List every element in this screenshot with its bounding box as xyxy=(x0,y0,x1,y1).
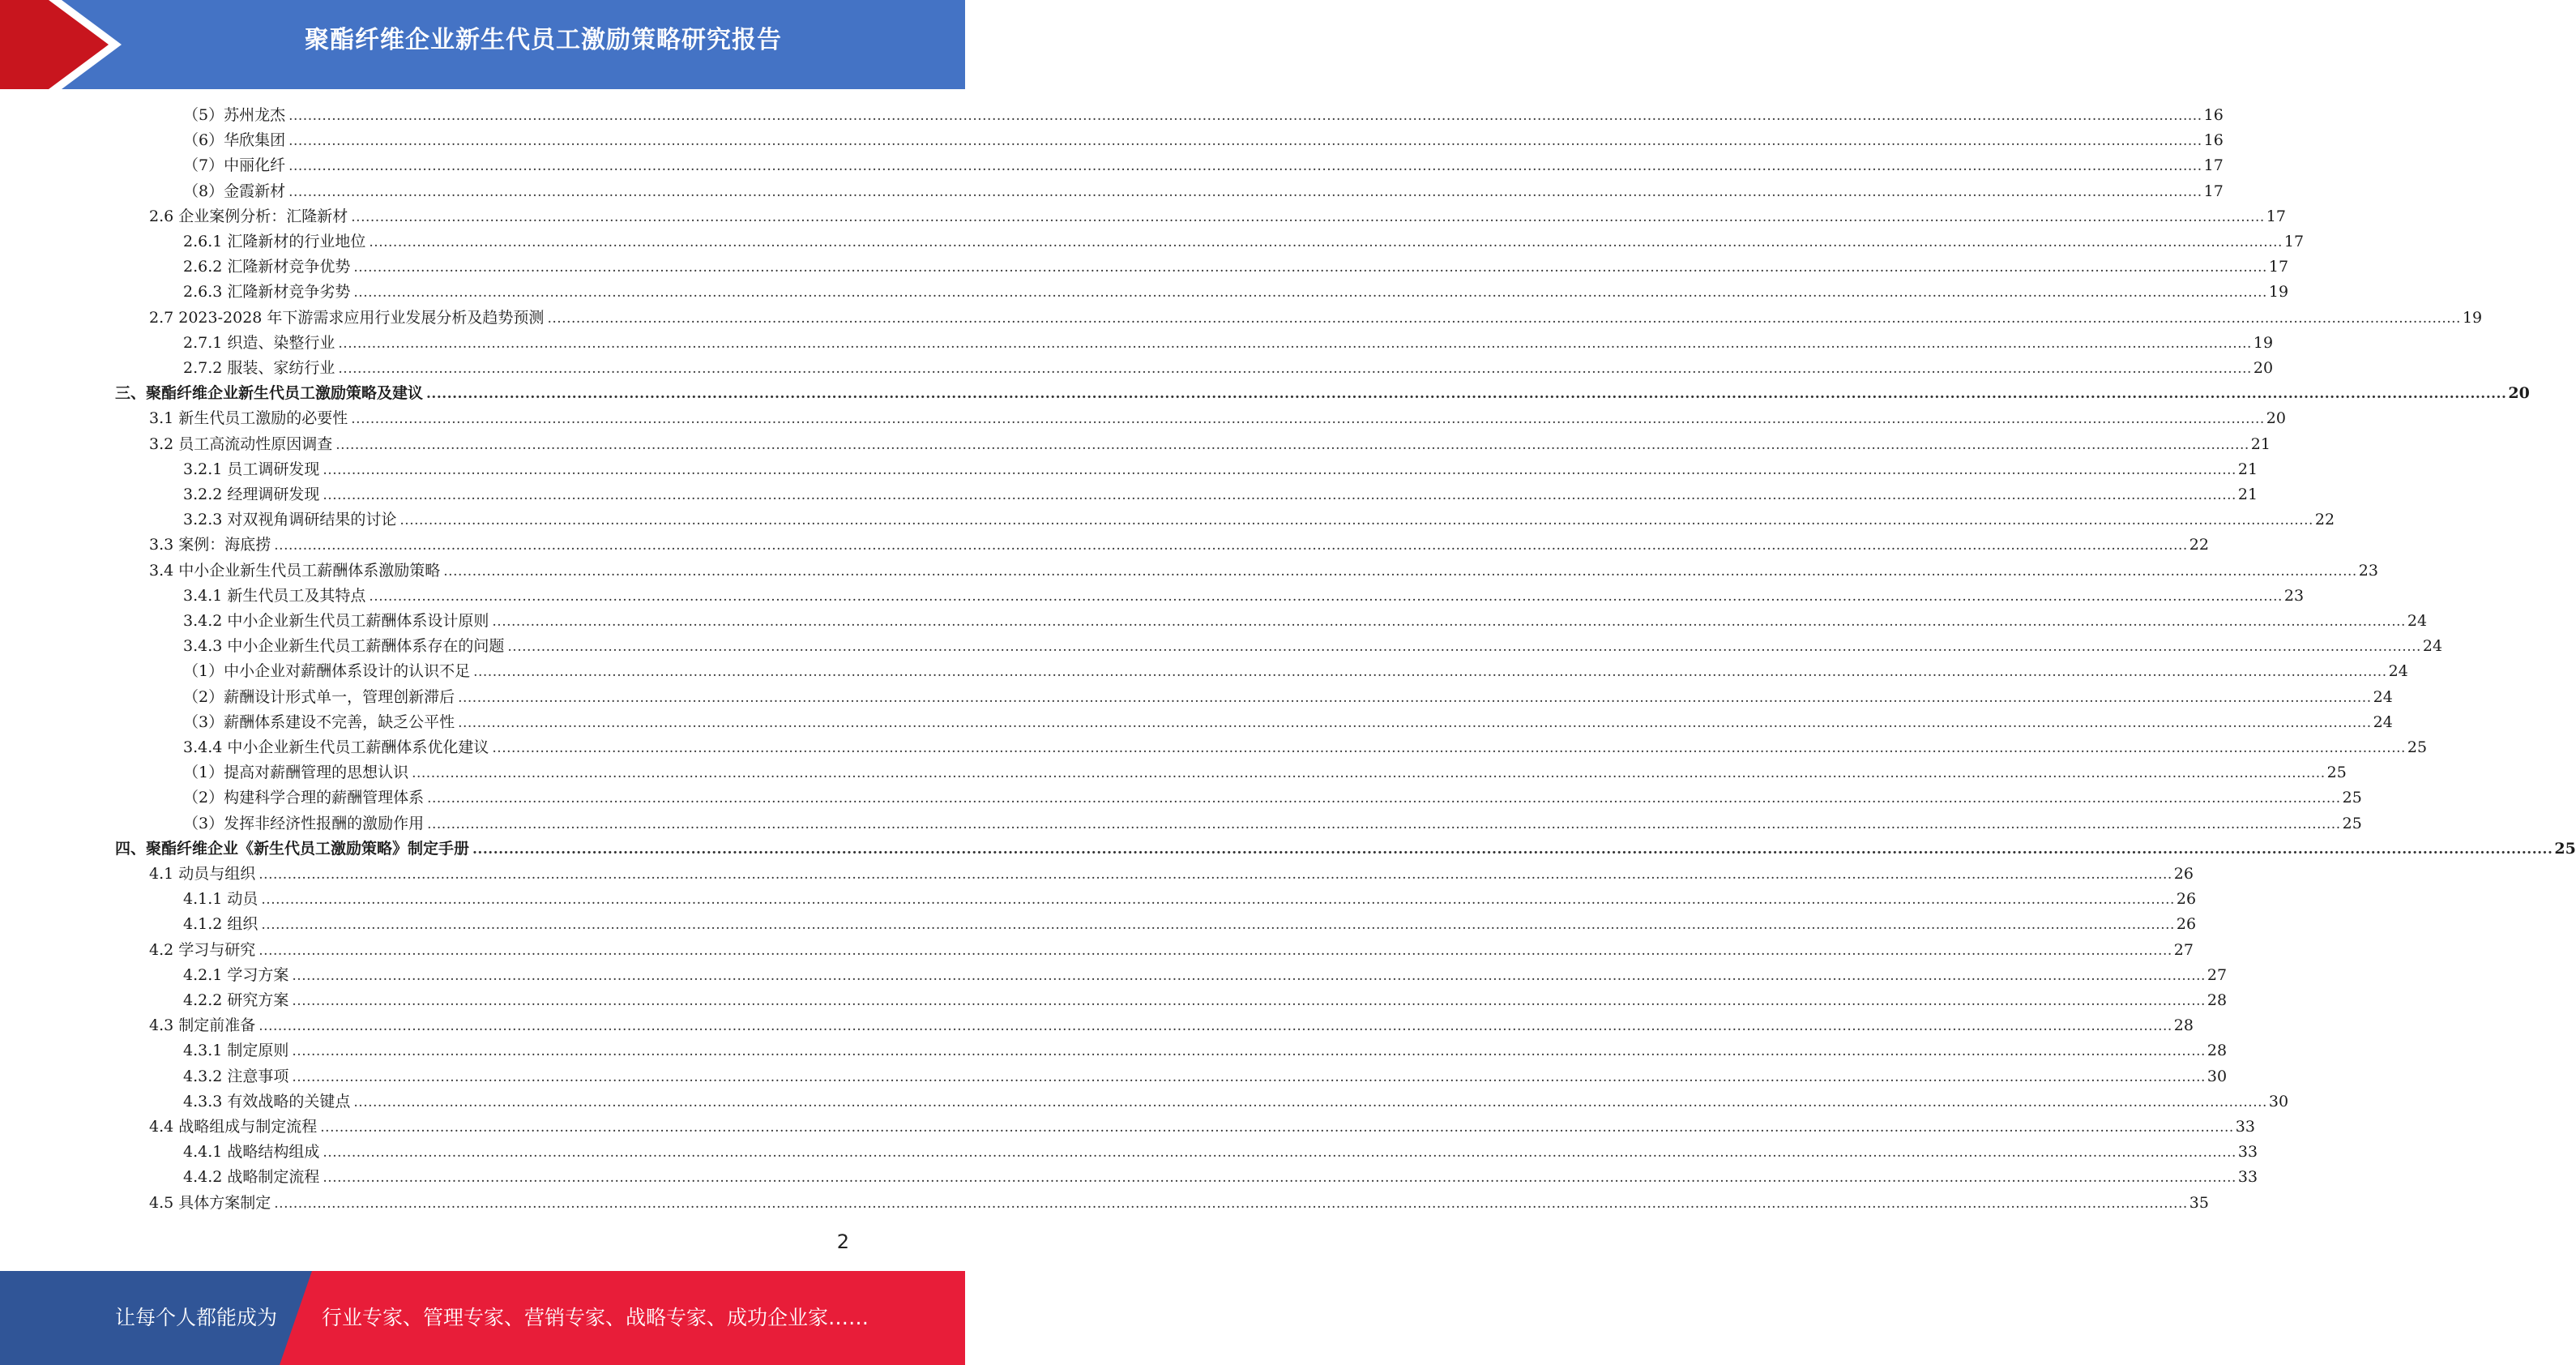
toc-entry-page: 17 xyxy=(2283,233,2305,250)
toc-dot-leader: ................................................................................................................................................................................................................................................................................................................................................................................................................ xyxy=(547,310,2461,327)
toc-entry-page: 19 xyxy=(2253,333,2274,352)
toc-entry-label: 3.4.4 中小企业新生代员工薪酬体系优化建议 xyxy=(183,738,489,756)
toc-entry-label: 3.4.1 新生代员工及其特点 xyxy=(183,586,366,605)
toc-entry-page: 23 xyxy=(2358,561,2378,580)
footer-slogan-left: 让每个人都能成为 xyxy=(115,1306,278,1329)
toc-entry-label: （6）华欣集团 xyxy=(183,131,286,150)
toc-entry-label: 4.1.1 动员 xyxy=(183,890,258,909)
toc-entry-page: 16 xyxy=(2203,106,2224,124)
toc-entry[interactable] xyxy=(115,837,2576,862)
toc-entry-label: 2.6.2 汇隆新材竞争优势 xyxy=(183,258,351,276)
toc-entry[interactable] xyxy=(149,306,2483,331)
toc-entry-page: 33 xyxy=(2235,1118,2255,1136)
toc-entry[interactable] xyxy=(183,229,2305,255)
toc-entry-page: 21 xyxy=(2237,460,2258,478)
toc-dot-leader: ................................................................................................................................................................................................................................................................................................................................................................................................................ xyxy=(426,386,2507,403)
toc-dot-leader: ................................................................................................................................................................................................................................................................................................................................................................................................................ xyxy=(412,765,2326,782)
toc-dot-leader: ................................................................................................................................................................................................................................................................................................................................................................................................................ xyxy=(292,1043,2206,1060)
toc-dot-leader: ................................................................................................................................................................................................................................................................................................................................................................................................................ xyxy=(274,537,2188,554)
toc-dot-leader: ................................................................................................................................................................................................................................................................................................................................................................................................................ xyxy=(492,614,2406,630)
toc-entry-label: 3.2.3 对双视角调研结果的讨论 xyxy=(183,511,397,529)
toc-entry-page: 33 xyxy=(2237,1168,2258,1187)
toc-dot-leader: ................................................................................................................................................................................................................................................................................................................................................................................................................ xyxy=(261,917,2175,934)
toc-entry-label: （5）苏州龙杰 xyxy=(183,106,286,124)
toc-entry[interactable] xyxy=(149,1013,2194,1038)
toc-dot-leader: ................................................................................................................................................................................................................................................................................................................................................................................................................ xyxy=(258,1018,2172,1035)
toc-entry-label: 3.4.3 中小企业新生代员工薪酬体系存在的问题 xyxy=(183,637,505,656)
toc-entry[interactable] xyxy=(183,153,2224,178)
toc-entry[interactable] xyxy=(183,507,2335,533)
toc-entry-label: 4.4.2 战略制定流程 xyxy=(183,1168,320,1187)
toc-entry-page: 22 xyxy=(2314,511,2335,529)
toc-dot-leader: ................................................................................................................................................................................................................................................................................................................................................................................................................ xyxy=(369,234,2283,250)
header-red-arrow xyxy=(0,0,113,89)
toc-entry-label: 四、聚酯纤维企业《新生代员工激励策略》制定手册 xyxy=(115,839,470,858)
toc-entry[interactable] xyxy=(183,128,2224,153)
toc-entry-page: 26 xyxy=(2173,865,2194,883)
toc-entry-label: 3.2.2 经理调研发现 xyxy=(183,486,320,503)
toc-entry-label: （1）中小企业对薪酬体系设计的认识不足 xyxy=(183,662,471,681)
toc-entry-page: 35 xyxy=(2189,1193,2209,1212)
toc-dot-leader: ................................................................................................................................................................................................................................................................................................................................................................................................................ xyxy=(292,1068,2206,1085)
toc-entry[interactable] xyxy=(183,912,2197,937)
toc-entry-label: 4.2.1 学习方案 xyxy=(183,965,289,984)
toc-entry[interactable] xyxy=(183,1038,2228,1063)
toc-dot-leader: ................................................................................................................................................................................................................................................................................................................................................................................................................ xyxy=(258,866,2172,883)
toc-entry-page: 28 xyxy=(2206,1042,2228,1060)
toc-entry-page: 25 xyxy=(2326,764,2347,782)
toc-entry-page: 26 xyxy=(2176,915,2197,934)
toc-entry-page: 30 xyxy=(2206,1067,2228,1085)
page-number: 2 xyxy=(836,1230,849,1253)
toc-dot-leader: ................................................................................................................................................................................................................................................................................................................................................................................................................ xyxy=(323,461,2236,478)
toc-entry-label: 3.2 员工高流动性原因调查 xyxy=(149,434,333,453)
toc-entry-page: 25 xyxy=(2554,839,2576,858)
toc-entry[interactable] xyxy=(149,533,2209,558)
toc-entry-label: 4.4.1 战略结构组成 xyxy=(183,1143,320,1162)
toc-dot-leader: ................................................................................................................................................................................................................................................................................................................................................................................................................ xyxy=(458,714,2372,731)
toc-entry[interactable] xyxy=(183,634,2443,659)
toc-entry-label: 4.1.2 组织 xyxy=(183,915,258,934)
toc-entry-page: 25 xyxy=(2342,789,2362,807)
toc-dot-leader: ................................................................................................................................................................................................................................................................................................................................................................................................................ xyxy=(292,993,2206,1009)
toc-entry-page: 17 xyxy=(2203,156,2224,175)
document-title: 聚酯纤维企业新生代员工激励策略研究报告 xyxy=(305,26,782,54)
toc-entry[interactable] xyxy=(183,887,2197,912)
toc-entry[interactable] xyxy=(149,432,2271,457)
toc-entry-page: 21 xyxy=(2250,434,2271,453)
toc-dot-leader: ................................................................................................................................................................................................................................................................................................................................................................................................................ xyxy=(473,664,2387,681)
toc-entry[interactable] xyxy=(183,356,2274,381)
toc-dot-leader: ................................................................................................................................................................................................................................................................................................................................................................................................................ xyxy=(288,158,2202,175)
toc-dot-leader: ................................................................................................................................................................................................................................................................................................................................................................................................................ xyxy=(353,259,2267,276)
toc-dot-leader: ................................................................................................................................................................................................................................................................................................................................................................................................................ xyxy=(351,208,2265,225)
toc-entry-label: 4.3.1 制定原则 xyxy=(183,1042,289,1060)
toc-entry[interactable] xyxy=(149,1115,2255,1140)
toc-entry-label: 2.6 企业案例分析：汇隆新材 xyxy=(149,207,348,225)
toc-entry-label: 2.7.2 服装、家纺行业 xyxy=(183,359,335,377)
toc-dot-leader: ................................................................................................................................................................................................................................................................................................................................................................................................................ xyxy=(369,588,2283,605)
toc-entry-page: 24 xyxy=(2373,687,2393,706)
toc-entry[interactable] xyxy=(183,280,2289,305)
toc-dot-leader: ................................................................................................................................................................................................................................................................................................................................................................................................................ xyxy=(458,689,2372,706)
toc-entry[interactable] xyxy=(183,659,2408,684)
toc-entry-page: 33 xyxy=(2237,1143,2258,1162)
toc-entry[interactable] xyxy=(183,685,2393,710)
toc-dot-leader: ................................................................................................................................................................................................................................................................................................................................................................................................................ xyxy=(338,361,2252,377)
toc-entry-page: 21 xyxy=(2237,486,2258,503)
toc-entry[interactable] xyxy=(149,558,2378,584)
toc-entry-label: （1）提高对薪酬管理的思想认识 xyxy=(183,764,409,782)
toc-entry[interactable] xyxy=(149,938,2194,963)
toc-entry-page: 22 xyxy=(2189,536,2209,554)
toc-entry[interactable] xyxy=(183,457,2258,482)
page-header xyxy=(0,0,965,89)
toc-entry[interactable] xyxy=(149,204,2286,229)
toc-entry-page: 28 xyxy=(2206,991,2228,1009)
toc-entry-label: 3.4.2 中小企业新生代员工薪酬体系设计原则 xyxy=(183,612,489,630)
toc-entry-page: 19 xyxy=(2462,308,2483,327)
toc-entry-label: 4.3.3 有效战略的关键点 xyxy=(183,1092,351,1110)
toc-entry-page: 20 xyxy=(2508,384,2530,403)
toc-dot-leader: ................................................................................................................................................................................................................................................................................................................................................................................................................ xyxy=(288,108,2202,124)
toc-dot-leader: ................................................................................................................................................................................................................................................................................................................................................................................................................ xyxy=(353,285,2267,302)
toc-entry-page: 17 xyxy=(2203,182,2224,200)
page-footer xyxy=(0,1271,965,1365)
toc-entry-label: 三、聚酯纤维企业新生代员工激励策略及建议 xyxy=(115,384,424,403)
toc-dot-leader: ................................................................................................................................................................................................................................................................................................................................................................................................................ xyxy=(288,133,2202,150)
toc-entry-label: （8）金霞新材 xyxy=(183,182,286,200)
toc-dot-leader: ................................................................................................................................................................................................................................................................................................................................................................................................................ xyxy=(399,512,2313,529)
toc-entry-page: 28 xyxy=(2173,1016,2194,1035)
toc-entry-page: 24 xyxy=(2373,712,2393,731)
toc-entry[interactable] xyxy=(183,609,2428,634)
toc-dot-leader: ................................................................................................................................................................................................................................................................................................................................................................................................................ xyxy=(323,487,2236,503)
toc-dot-leader: ................................................................................................................................................................................................................................................................................................................................................................................................................ xyxy=(507,639,2421,656)
toc-entry-label: 3.3 案例：海底捞 xyxy=(149,536,271,554)
toc-dot-leader: ................................................................................................................................................................................................................................................................................................................................................................................................................ xyxy=(335,436,2249,453)
toc-entry-label: 4.2.2 研究方案 xyxy=(183,991,289,1009)
toc-entry-page: 25 xyxy=(2342,814,2362,832)
footer-slogan-right: 行业专家、管理专家、营销专家、战略专家、成功企业家…… xyxy=(322,1306,869,1329)
toc-entry-label: 4.3 制定前准备 xyxy=(149,1016,256,1035)
toc-entry[interactable] xyxy=(183,584,2305,609)
toc-entry-label: 3.1 新生代员工激励的必要性 xyxy=(149,409,348,428)
toc-entry[interactable] xyxy=(183,331,2274,356)
toc-entry-label: 4.1 动员与组织 xyxy=(149,865,256,883)
toc-entry[interactable] xyxy=(183,735,2428,760)
toc-entry-label: （3）发挥非经济性报酬的激励作用 xyxy=(183,814,425,832)
toc-entry[interactable] xyxy=(183,255,2289,280)
toc-entry[interactable] xyxy=(183,103,2224,128)
toc-dot-leader: ................................................................................................................................................................................................................................................................................................................................................................................................................ xyxy=(492,740,2406,756)
toc-entry-page: 24 xyxy=(2388,662,2408,681)
toc-entry-page: 27 xyxy=(2206,965,2228,984)
toc-entry-label: 2.6.3 汇隆新材竞争劣势 xyxy=(183,283,351,302)
toc-entry-label: 4.3.2 注意事项 xyxy=(183,1067,289,1085)
toc-entry[interactable] xyxy=(183,988,2228,1013)
toc-dot-leader: ................................................................................................................................................................................................................................................................................................................................................................................................................ xyxy=(427,790,2341,807)
toc-entry-label: 4.2 学习与研究 xyxy=(149,940,256,959)
toc-dot-leader: ................................................................................................................................................................................................................................................................................................................................................................................................................ xyxy=(320,1119,2234,1136)
toc-entry-label: （7）中丽化纤 xyxy=(183,156,286,175)
toc-entry-label: 3.2.1 员工调研发现 xyxy=(183,460,320,478)
toc-dot-leader: ................................................................................................................................................................................................................................................................................................................................................................................................................ xyxy=(427,815,2341,832)
toc-dot-leader: ................................................................................................................................................................................................................................................................................................................................................................................................................ xyxy=(353,1093,2267,1110)
toc-entry-page: 25 xyxy=(2407,738,2428,756)
toc-entry[interactable] xyxy=(183,1089,2289,1115)
toc-dot-leader: ................................................................................................................................................................................................................................................................................................................................................................................................................ xyxy=(443,563,2357,580)
toc-entry-label: （3）薪酬体系建设不完善，缺乏公平性 xyxy=(183,712,455,731)
toc-entry[interactable] xyxy=(149,406,2286,431)
toc-dot-leader: ................................................................................................................................................................................................................................................................................................................................................................................................................ xyxy=(274,1195,2188,1212)
toc-entry-page: 24 xyxy=(2422,637,2443,656)
toc-entry[interactable] xyxy=(115,381,2530,406)
toc-entry[interactable] xyxy=(183,963,2228,988)
toc-entry-page: 20 xyxy=(2266,409,2286,428)
toc-entry-page: 20 xyxy=(2253,359,2274,377)
toc-entry[interactable] xyxy=(183,710,2393,735)
toc-entry-page: 30 xyxy=(2268,1092,2289,1110)
toc-entry-label: 4.4 战略组成与制定流程 xyxy=(149,1118,318,1136)
toc-entry-page: 17 xyxy=(2268,258,2289,276)
toc-dot-leader: ................................................................................................................................................................................................................................................................................................................................................................................................................ xyxy=(323,1145,2236,1162)
toc-entry-page: 26 xyxy=(2176,890,2197,909)
toc-entry[interactable] xyxy=(183,1165,2258,1190)
toc-entry-page: 19 xyxy=(2268,283,2289,302)
toc-entry[interactable] xyxy=(183,179,2224,204)
toc-dot-leader: ................................................................................................................................................................................................................................................................................................................................................................................................................ xyxy=(323,1170,2236,1187)
toc-entry[interactable] xyxy=(183,1064,2228,1089)
toc-entry[interactable] xyxy=(149,1191,2209,1216)
toc-entry[interactable] xyxy=(183,811,2362,837)
toc-dot-leader: ................................................................................................................................................................................................................................................................................................................................................................................................................ xyxy=(351,411,2265,428)
toc-entry-page: 16 xyxy=(2203,131,2224,150)
toc-dot-leader: ................................................................................................................................................................................................................................................................................................................................................................................................................ xyxy=(261,892,2175,909)
toc-entry[interactable] xyxy=(183,785,2362,811)
toc-dot-leader: ................................................................................................................................................................................................................................................................................................................................................................................................................ xyxy=(338,335,2252,352)
toc-entry-label: 2.7.1 织造、染整行业 xyxy=(183,333,335,352)
toc-entry[interactable] xyxy=(183,482,2258,507)
toc-entry[interactable] xyxy=(149,862,2194,887)
toc-entry-page: 23 xyxy=(2283,586,2305,605)
toc-dot-leader: ................................................................................................................................................................................................................................................................................................................................................................................................................ xyxy=(258,942,2172,959)
toc-entry-page: 17 xyxy=(2266,207,2286,225)
toc-entry-label: 2.7 2023-2028 年下游需求应用行业发展分析及趋势预测 xyxy=(149,308,545,327)
toc-dot-leader: ................................................................................................................................................................................................................................................................................................................................................................................................................ xyxy=(472,841,2553,858)
toc-entry-page: 24 xyxy=(2407,612,2428,630)
toc-entry[interactable] xyxy=(183,760,2347,785)
toc-dot-leader: ................................................................................................................................................................................................................................................................................................................................................................................................................ xyxy=(292,967,2206,984)
toc-entry[interactable] xyxy=(183,1140,2258,1165)
toc-entry-label: 2.6.1 汇隆新材的行业地位 xyxy=(183,233,366,250)
toc-dot-leader: ................................................................................................................................................................................................................................................................................................................................................................................................................ xyxy=(288,183,2202,200)
toc-entry-label: 4.5 具体方案制定 xyxy=(149,1193,271,1212)
toc-entry-label: （2）薪酬设计形式单一，管理创新滞后 xyxy=(183,687,455,706)
toc-entry-label: 3.4 中小企业新生代员工薪酬体系激励策略 xyxy=(149,561,441,580)
toc-entry-page: 27 xyxy=(2173,940,2194,959)
toc-entry-label: （2）构建科学合理的薪酬管理体系 xyxy=(183,789,425,807)
